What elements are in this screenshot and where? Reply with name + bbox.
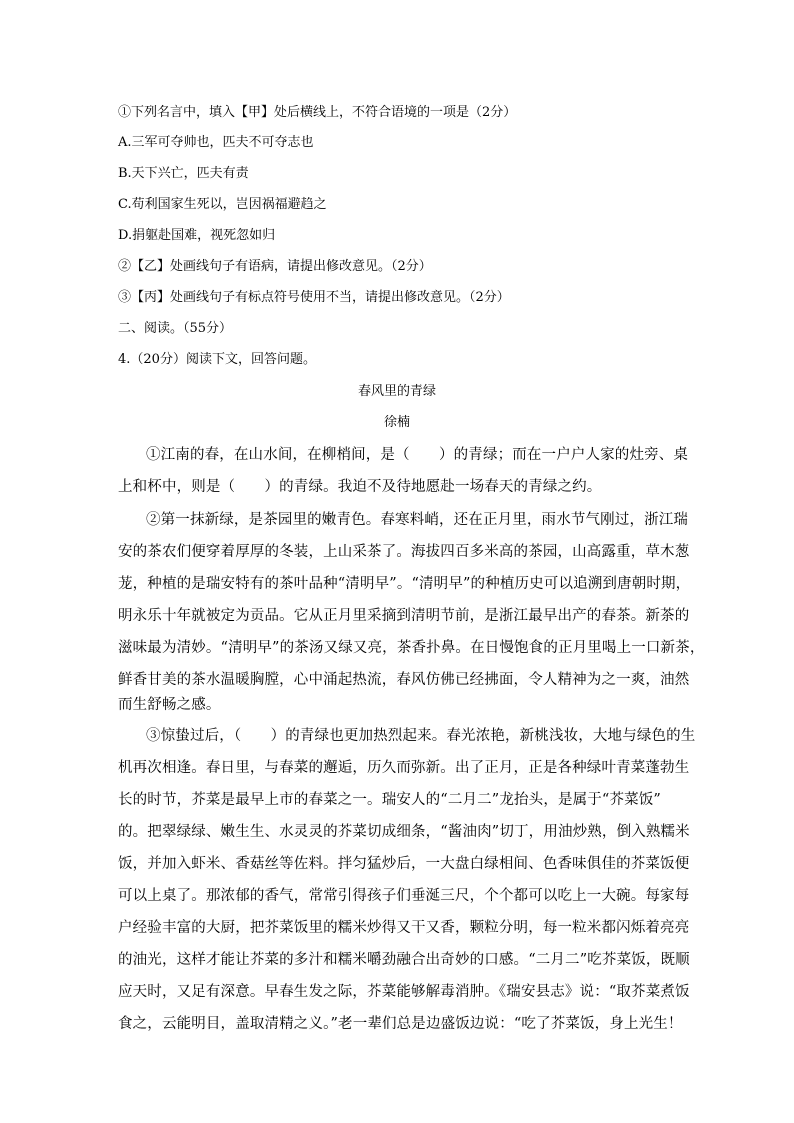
article-line: 茏，种植的是瑞安特有的茶叶品种“清明早”。“清明早”的种植历史可以追溯到唐朝时期， xyxy=(118,576,691,592)
article-line: 的。把翠绿绿、嫩生生、水灵灵的芥菜切成细条，“酱油肉”切丁，用油炒熟，倒入熟糯米 xyxy=(118,824,690,840)
option-c: C.苟利国家生死以，岂因祸福避趋之 xyxy=(118,197,327,212)
question-4-prompt: 4.（20分）阅读下文，回答问题。 xyxy=(118,352,316,367)
article-title: 春风里的青绿 xyxy=(357,384,436,399)
article-line: ②第一抹新绿，是茶园里的嫩青色。春寒料峭，还在正月里，雨水节气刚过，浙江瑞 xyxy=(146,512,689,528)
article-line: ③惊蛰过后，（ ）的青绿也更加热烈起来。春光浓艳，新桃浅妆，大地与绿色的生 xyxy=(146,728,696,744)
article-line: 应天时，又足有深意。早春生发之际，芥菜能够解毒消肿。《瑞安县志》说：“取芥菜煮饭 xyxy=(118,984,690,1000)
article-line: ①江南的春，在山水间，在柳梢间，是（ ）的青绿；而在一户户人家的灶旁、桌 xyxy=(146,447,689,463)
article-line: 户经验丰富的大厨，把芥菜饭里的糯米炒得又干又香，颗粒分明，每一粒米都闪烁着亮亮 xyxy=(118,920,690,936)
article-line: 食之，云能明目，盖取清精之义。”老一辈们总是边盛饭边说：“吃了芥菜饭，身上光生！ xyxy=(118,1016,683,1032)
article-author: 徐楠 xyxy=(383,415,410,430)
article-line: 饭，并加入虾米、香菇丝等佐料。拌匀猛炒后，一大盘白绿相间、色香味俱佳的芥菜饭便 xyxy=(118,856,690,872)
section-heading: 二、阅读。（55分） xyxy=(118,321,233,336)
question-1-prompt: ①下列名言中，填入【甲】处后横线上，不符合语境的一项是（2分） xyxy=(118,105,517,120)
article-line: 上和杯中，则是（ ）的青绿。我迫不及待地愿赴一场春天的青绿之约。 xyxy=(118,479,602,495)
option-d: D.捐躯赴国难，视死忽如归 xyxy=(118,228,276,243)
article-line: 安的茶农们便穿着厚厚的冬装，上山采茶了。海拔四百多米高的茶园，山高露重，草木葱 xyxy=(118,544,690,560)
article-line: 的油光，这样才能让芥菜的多汁和糯米嚼劲融合出奇妙的口感。“二月二”吃芥菜饭，既顺 xyxy=(118,952,690,968)
option-b: B.天下兴亡，匹夫有责 xyxy=(118,166,249,181)
article-line: 机再次相逢。春日里，与春菜的邂逅，历久而弥新。出了正月，正是各种绿叶青菜蓬勃生 xyxy=(118,760,690,776)
question-2-prompt: ②【乙】处画线句子有语病，请提出修改意见。（2分） xyxy=(118,259,432,274)
option-a: A.三军可夺帅也，匹夫不可夺志也 xyxy=(118,135,314,150)
article-line: 而生舒畅之感。 xyxy=(118,697,221,713)
question-3-prompt: ③【丙】处画线句子有标点符号使用不当，请提出修改意见。（2分） xyxy=(118,290,510,305)
article-line: 可以上桌了。那浓郁的香气，常常引得孩子们垂涎三尺，个个都可以吃上一大碗。每家每 xyxy=(118,888,690,904)
article-line: 滋味最为清妙。“清明早”的茶汤又绿又亮，茶香扑鼻。在日慢饱食的正月里喝上一口新茶， xyxy=(118,640,705,656)
article-line: 明永乐十年就被定为贡品。它从正月里采摘到清明节前，是浙江最早出产的春茶。新茶的 xyxy=(118,608,690,624)
article-line: 鲜香甘美的茶水温暖胸膛，心中涌起热流，春风仿佛已经拂面，令人精神为之一爽，油然 xyxy=(118,672,690,688)
article-line: 长的时节，芥菜是最早上市的春菜之一。瑞安人的“二月二”龙抬头，是属于“芥菜饭” xyxy=(118,792,661,808)
